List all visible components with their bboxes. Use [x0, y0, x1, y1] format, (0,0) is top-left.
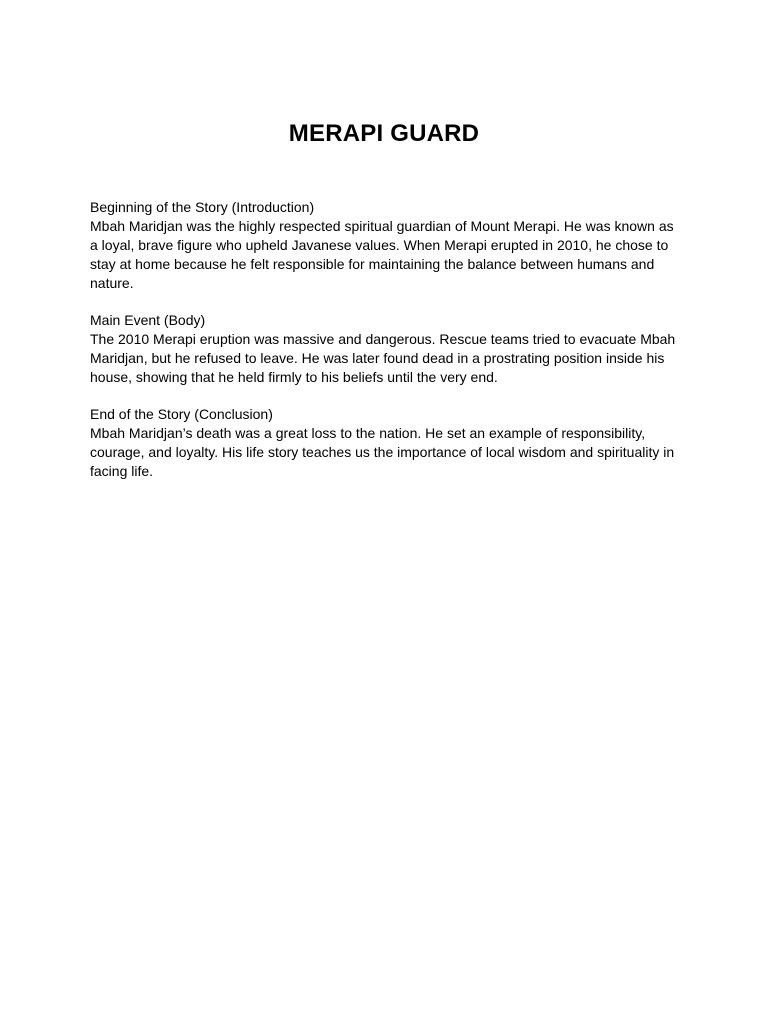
- section-conclusion: [90, 405, 678, 481]
- section-heading: Beginning of the Story (Introduction): [90, 199, 315, 215]
- section-body: [90, 311, 678, 387]
- section-paragraph: Mbah Maridjan was the highly respected spiritual guardian of Mount Merapi. He was known as a loyal, brave figure who upheld Javanese values. When Merapi erupted in 2010, he chose to stay at home because he felt responsible for maintaining the balance between humans and nature.: [90, 218, 674, 291]
- document-sections: [90, 198, 678, 481]
- section-paragraph: The 2010 Merapi eruption was massive and dangerous. Rescue teams tried to evacuate Mbah Maridjan, but he refused to leave. He was later found dead in a prostrating position inside his house, showing that he held firmly to his beliefs until the very end.: [90, 331, 676, 385]
- section-heading: End of the Story (Conclusion): [90, 406, 273, 422]
- section-introduction: [90, 198, 678, 293]
- document-title: MERAPI GUARD: [288, 120, 480, 147]
- section-paragraph: Mbah Maridjan’s death was a great loss to the nation. He set an example of responsibility, courage, and loyalty. His life story teaches us the importance of local wisdom and spirituality in facing life.: [90, 425, 675, 479]
- section-heading: Main Event (Body): [90, 312, 206, 328]
